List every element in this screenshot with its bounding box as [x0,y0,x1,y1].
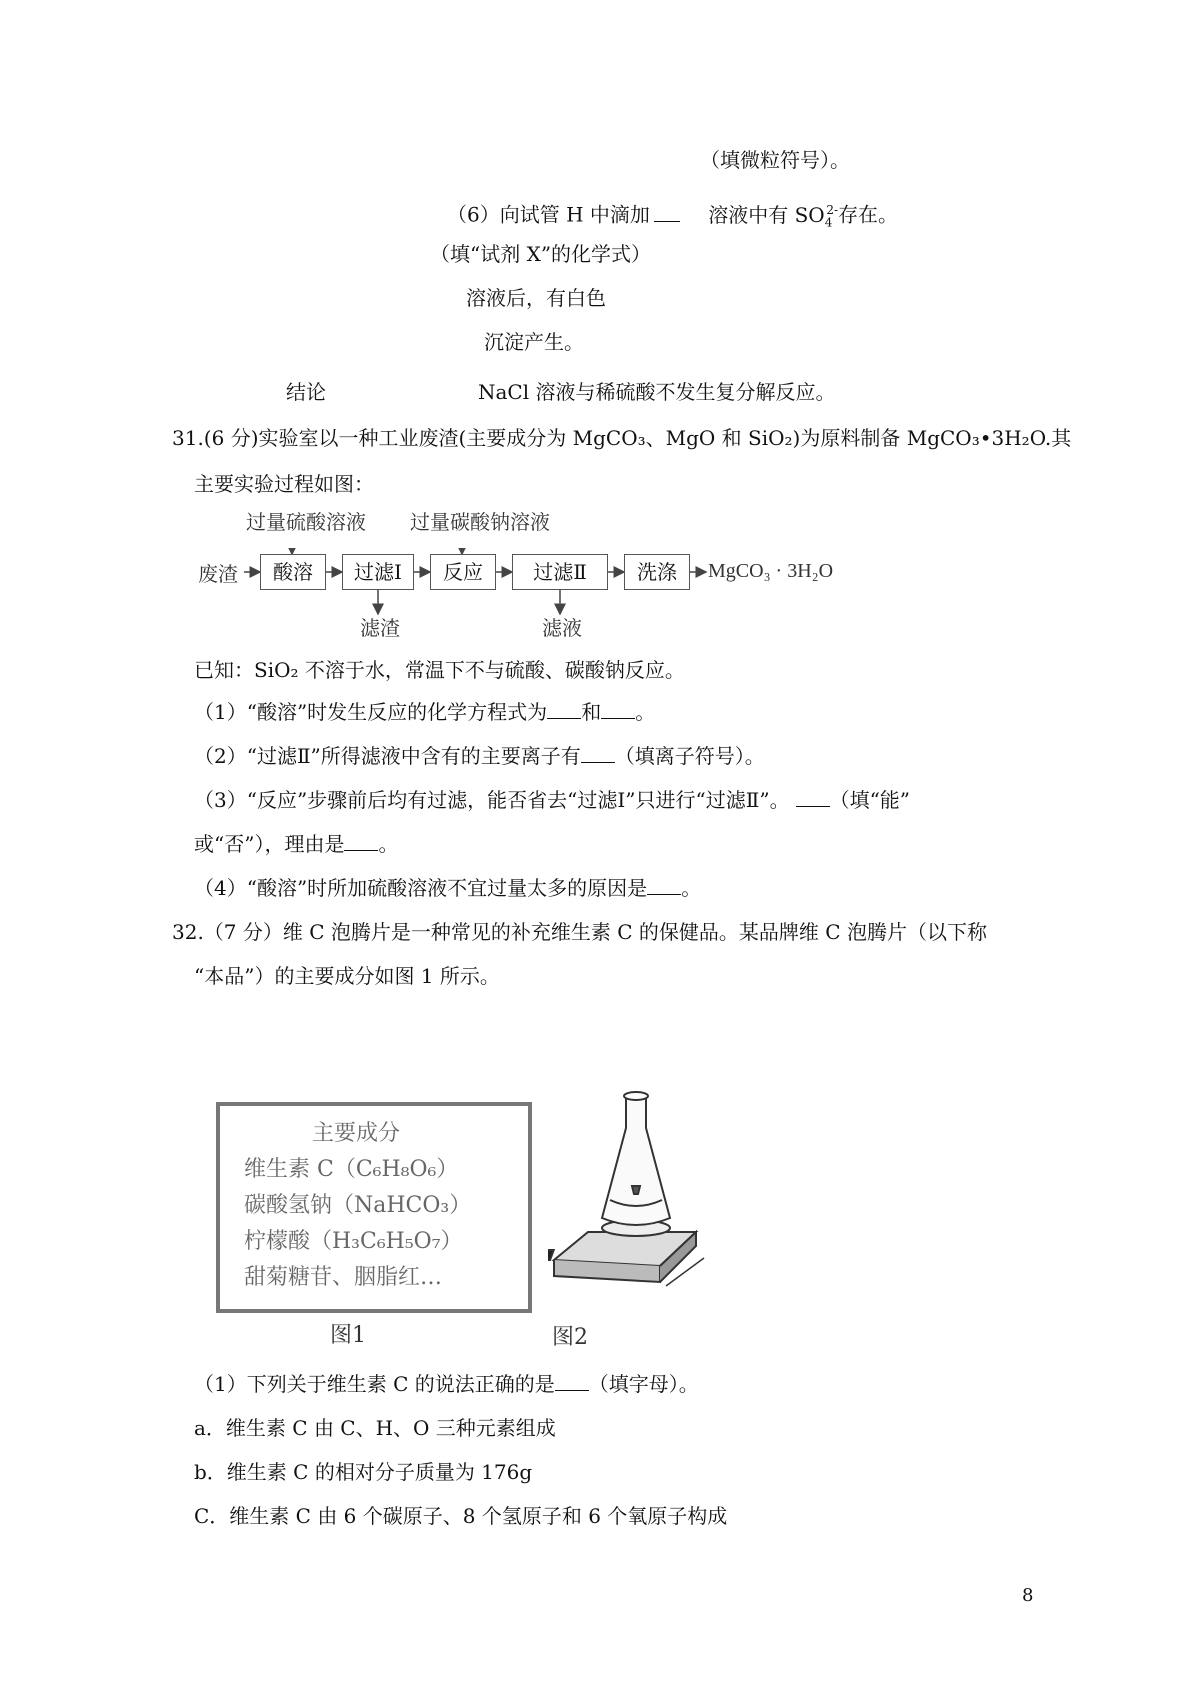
q31-sub4-text: （4）“酸溶”时所加硫酸溶液不宜过量太多的原因是 [194,876,648,900]
q32-sub1-end: （填字母）。 [588,1372,699,1396]
q31-sub1-end: 。 [635,700,656,724]
flow-output-filtrate: 滤液 [542,616,582,640]
q31-sub3 [194,786,910,814]
figure-1-ingredients [216,1102,532,1313]
q32-sub1 [194,1370,699,1398]
conclusion-label: 结论 [286,380,326,404]
step-acid-dissolve: 酸溶 [260,554,326,590]
q32-option-a: a．维生素 C 由 C、H、O 三种元素组成 [194,1416,556,1440]
fig1-item: 维生素 C（C₆H₈O₆） [244,1157,459,1182]
fig1-item: 甜菊糖苷、胭脂红… [244,1265,443,1290]
item6-suffix: 溶液中有 SO [708,202,825,227]
figure-2-flask-balance [548,1090,708,1310]
q31-sub4 [194,874,701,902]
fig2-caption: 图2 [552,1325,588,1350]
q32-sub1-text: （1）下列关于维生素 C 的说法正确的是 [194,1372,555,1396]
answer-blank[interactable] [647,876,681,895]
flow-output-residue: 滤渣 [360,616,400,640]
answer-blank[interactable] [796,788,830,807]
fill-particle-note: （填微粒符号）。 [700,148,850,172]
step-reaction: 反应 [430,554,496,590]
q32-option-b: b．维生素 C 的相对分子质量为 176g [194,1460,533,1484]
answer-blank[interactable] [654,203,680,222]
q31-sub2-text: （2）“过滤Ⅱ”所得滤液中含有的主要离子有 [194,744,581,768]
q31-sub3-end: 。 [378,832,399,856]
flow-input-sulfuric: 过量硫酸溶液 [246,510,366,534]
fig1-caption: 图1 [330,1323,366,1348]
precipitate-text: 沉淀产生。 [484,330,584,354]
q31-sub3-cont [194,830,398,858]
conclusion-text: NaCl 溶液与稀硫酸不发生复分解反应。 [478,380,836,404]
after-solution: 溶液后，有白色 [466,286,606,310]
q31-sub1-text: （1）“酸溶”时发生反应的化学方程式为 [194,700,548,724]
q32-line2: “本品”）的主要成分如图 1 所示。 [194,964,500,988]
page-number: 8 [1022,1585,1034,1606]
flow-start: 废渣 [198,562,238,586]
q31-line1: 31.(6 分)实验室以一种工业废渣(主要成分为 MgCO₃、MgO 和 SiO₂)为原料制备 MgCO₃•3H₂O.其 [172,426,1072,450]
answer-blank[interactable] [555,1372,589,1391]
q32-option-c: C．维生素 C 由 6 个碳原子、8 个氢原子和 6 个氧原子构成 [194,1504,728,1528]
q31-known: 已知：SiO₂ 不溶于水，常温下不与硫酸、碳酸钠反应。 [194,658,685,682]
step-wash: 洗涤 [624,554,690,590]
balance-display [548,1250,554,1260]
q31-line2: 主要实验过程如图： [194,472,374,496]
fill-reagent-note: （填“试剂 X”的化学式） [430,242,652,266]
q32-line1: 32.（7 分）维 C 泡腾片是一种常见的补充维生素 C 的保健品。某品牌维 C 泡腾片（以下称 [172,920,987,944]
q31-sub2-end: （填离子符号）。 [614,744,765,768]
fig1-item: 柠檬酸（H₃C₆H₅O₇） [244,1229,463,1254]
item6-end: 存在。 [838,202,899,227]
so4-subscript: 4 [824,215,833,230]
q31-sub1 [194,698,655,726]
q31-sub3-hint: （填“能” [829,788,911,812]
so4-superscript: 2- [826,203,839,217]
q31-sub2 [194,742,765,770]
q31-sub4-end: 。 [681,876,702,900]
answer-blank[interactable] [581,744,615,763]
step-filter-1: 过滤Ⅰ [342,554,414,590]
q31-sub3-reason: 或“否”），理由是 [194,832,345,856]
item6-prefix: （6）向试管 H 中滴加 [447,202,650,227]
item6-line [447,196,898,237]
flow-input-carbonate: 过量碳酸钠溶液 [410,510,550,534]
q31-sub3-text: （3）“反应”步骤前后均有过滤，能否省去“过滤Ⅰ”只进行“过滤Ⅱ”。 [194,788,790,812]
answer-blank[interactable] [547,700,581,719]
flow-product: MgCO₃ · 3H₂O [708,560,834,582]
q31-sub1-and: 和 [581,700,602,724]
step-filter-2: 过滤Ⅱ [512,554,608,590]
answer-blank[interactable] [344,832,378,851]
fig1-item: 碳酸氢钠（NaHCO₃） [244,1193,472,1218]
tablet-icon [632,1186,640,1194]
fig1-title: 主要成分 [312,1121,401,1146]
answer-blank[interactable] [601,700,635,719]
flask-mouth [624,1092,648,1100]
